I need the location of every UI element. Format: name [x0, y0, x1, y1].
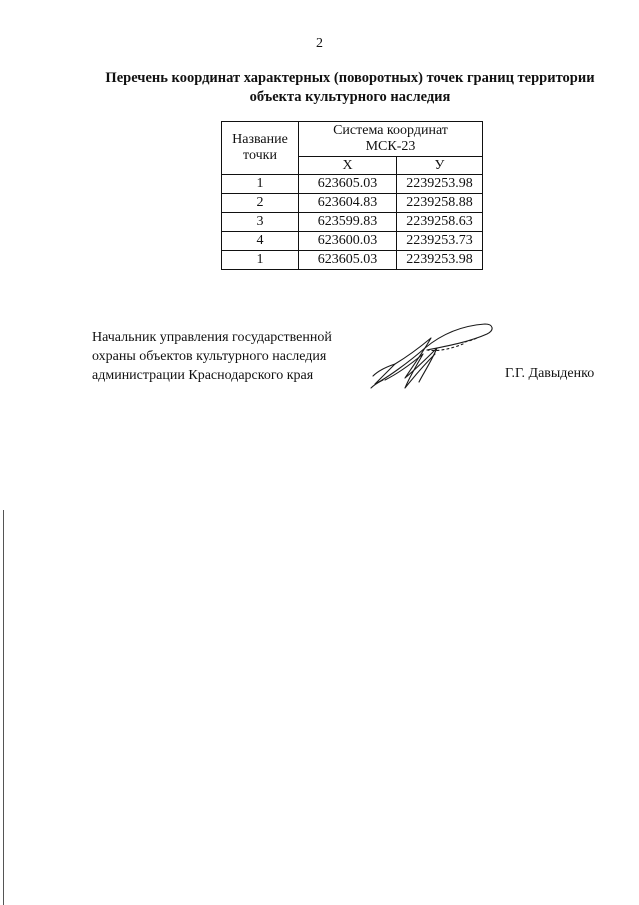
- cell-x: 623599.83: [299, 213, 397, 232]
- signer-line-2: охраны объектов культурного наследия: [92, 349, 327, 364]
- cell-point: 4: [222, 232, 299, 251]
- header-coordinate-system: Система координат МСК-23: [299, 122, 483, 157]
- cell-y: 2239253.98: [397, 175, 483, 194]
- cell-x: 623605.03: [299, 175, 397, 194]
- page-number: 2: [316, 36, 323, 51]
- title-line-2: объекта культурного наследия: [249, 89, 451, 105]
- table-row: [222, 175, 483, 194]
- cell-point: 3: [222, 213, 299, 232]
- cell-y: 2239258.88: [397, 194, 483, 213]
- title-line-1: Перечень координат характерных (поворотных) точек границ территории: [105, 70, 595, 86]
- signer-position: [92, 328, 332, 385]
- signer-name: Г.Г. Давыденко: [505, 366, 595, 381]
- cell-y: 2239253.98: [397, 251, 483, 270]
- cell-x: 623605.03: [299, 251, 397, 270]
- cell-x: 623600.03: [299, 232, 397, 251]
- cell-x: 623604.83: [299, 194, 397, 213]
- cell-point: 1: [222, 251, 299, 270]
- scan-edge-line: [3, 510, 4, 905]
- header-y: У: [397, 157, 483, 175]
- cell-y: 2239253.73: [397, 232, 483, 251]
- cell-point: 2: [222, 194, 299, 213]
- table-row: [222, 213, 483, 232]
- signer-line-3: администрации Краснодарского края: [92, 368, 314, 383]
- coordinates-table: [221, 121, 483, 270]
- header-x: Х: [299, 157, 397, 175]
- table-row: [222, 194, 483, 213]
- header-point-name: Название точки: [222, 122, 299, 175]
- document-title: [60, 69, 639, 107]
- table-row: [222, 232, 483, 251]
- cell-point: 1: [222, 175, 299, 194]
- handwritten-signature: [365, 318, 505, 398]
- table-row: [222, 251, 483, 270]
- signer-line-1: Начальник управления государственной: [92, 330, 332, 345]
- cell-y: 2239258.63: [397, 213, 483, 232]
